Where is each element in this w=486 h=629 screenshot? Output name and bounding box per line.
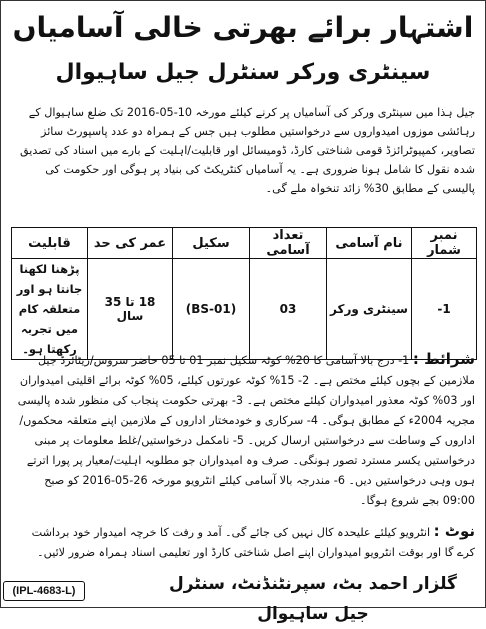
cell-count: 03 (250, 259, 327, 360)
cell-scale: (BS-01) (173, 259, 250, 360)
table-row (12, 259, 477, 360)
note-label: نوٹ : (433, 522, 475, 540)
condition-item-2: 2- 15% کوٹہ عورتوں کیلئے، 05% کوٹہ برائے اقلیتی امیدواران اور 03% کوٹہ معذور امیدواران کیلئے مختص ہے۔ (19, 374, 475, 407)
note-text: انٹرویو کیلئے علیحدہ کال نہیں کی جائے گی۔ آمد و رفت کا خرچہ امیدوار خود برداشت کرے گا اور بوقت انٹرویو امیدواران اپنے اصل شناختی کارڈ اور تعلیمی اسناد ہمراہ ضرور لائیں۔ (31, 526, 475, 559)
intro-text: جیل ہذا میں سینٹری ورکر کی آسامیاں پر کرنے کیلئے مورخہ 10-05-2016 تک ضلع ساہیوال کے رہائشی موزوں امیدواروں سے درخواستیں مطلوب ہیں جس کے ہمراہ دو عدد پاسپورٹ سائز تصاویر، کمپیوٹرائزڈ قومی شناختی کارڈ، ڈومیسائل اور قابلیت/اہلیت کے بارے میں اسناد کی تصدیق شدہ نقول کا شامل ہونا ضروری ہے۔ یہ آسامیاں کنٹریکٹ کی بنیاد پر ہوگی اور حکومت کی پالیسی کے مطابق 30% زائد تنخواہ ملے گی۔ (19, 106, 475, 195)
vacancy-table-header-row (12, 228, 477, 259)
conditions-section (11, 349, 475, 517)
col-post-header: نام آسامی (327, 228, 412, 259)
intro-paragraph (11, 103, 475, 221)
col-count-header: تعداد آسامی (250, 228, 327, 259)
cell-qualification: پڑھنا لکھنا جانتا ہو اور متعلقہ کام میں تجربہ رکھتا ہو۔ (12, 259, 88, 360)
condition-item-4: 4- سرکاری و خودمختار اداروں کے ملازمین اپنے متعلقہ محکموں/اداروں کے وساطت سے درخواستیں ارسال کریں۔ (19, 414, 475, 447)
col-scale-header: سکیل (173, 228, 250, 259)
col-age-header: عمر کی حد (88, 228, 173, 259)
ad-subtitle: سینٹری ورکر سنٹرل جیل ساہیوال (55, 60, 431, 85)
vacancy-table (11, 227, 477, 360)
condition-item-6: 6- مندرجہ بالا آسامی کیلئے انٹرویو مورخہ 26-05-2016 کو صبح 09:00 بجے شروع ہوگا۔ (44, 474, 475, 507)
ad-title: اشتہار برائے بھرتی خالی آسامیاں (12, 11, 474, 44)
conditions-label: شرائط : (412, 350, 475, 368)
condition-item-5: 5- نامکمل درخواستیں/غلط معلومات پر مبنی درخواستیں یکسر مسترد تصور ہونگی۔ صرف وہ امیدواران جو مطلوبہ اہلیت/معیار پر پورا اترتے ہوں وہی درخواستیں دیں۔ (26, 434, 475, 487)
condition-item-3: 3- بھرتی حکومت پنجاب کی منظور شدہ پالیسی مجریہ 2004ء کے مطابق ہوگی۔ (17, 394, 475, 427)
col-qualification-header: قابلیت (12, 228, 88, 259)
signature: گلزار احمد بٹ، سپرنٹنڈنٹ، سنٹرل جیل ساہیوال (169, 574, 457, 624)
cell-post: سینٹری ورکر (327, 259, 412, 360)
reference-code: (IPL-4683-L) (3, 581, 85, 601)
cell-serial: 1- (412, 259, 477, 360)
condition-item-1: 1- درج بالا آسامی کا 20% کوٹہ سکیل نمبر 01 تا 05 حاضر سروس/ریٹائرڈ جیل ملازمین کے بچوں کیلئے مختص ہے۔ (37, 354, 475, 387)
col-serial-header: نمبر شمار (412, 228, 477, 259)
note-section (11, 521, 475, 565)
cell-age: 18 تا 35 سال (88, 259, 173, 360)
